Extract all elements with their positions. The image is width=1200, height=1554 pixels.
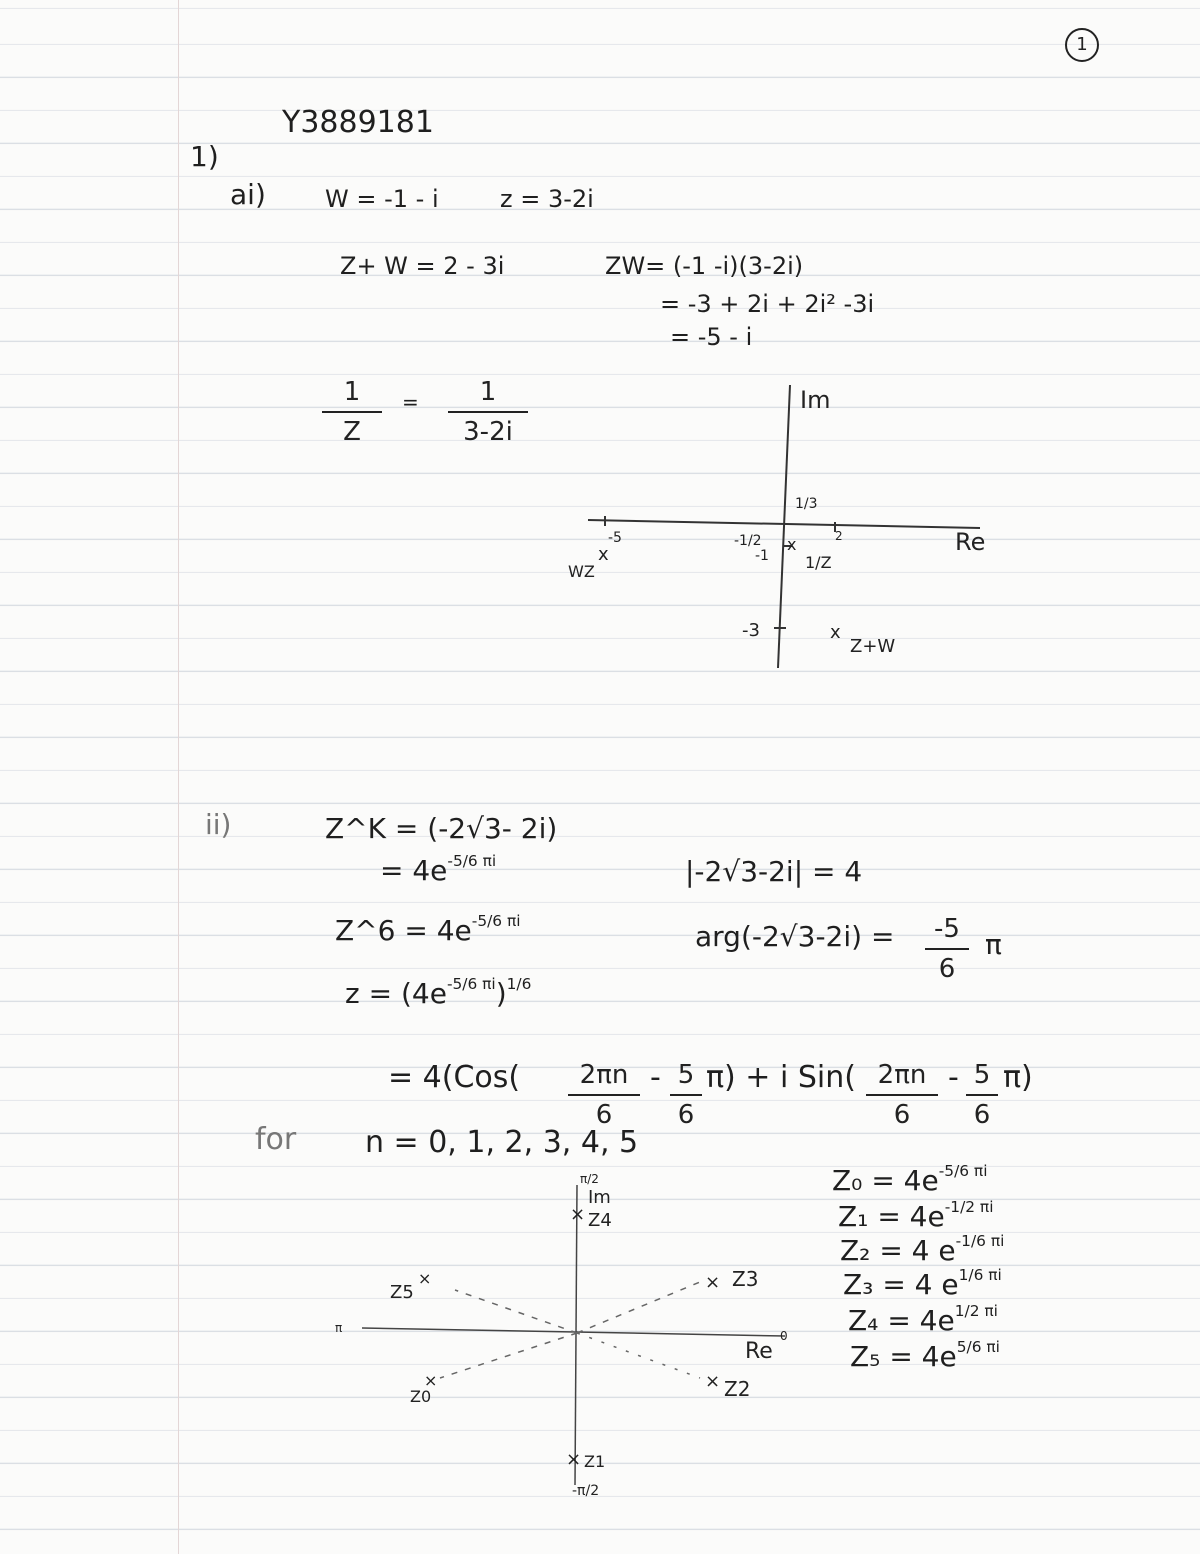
graph2-z1: Z1 [584,1452,606,1471]
arg-lhs: arg(-2√3-2i) = [695,920,895,953]
graph1-mark-wz: x [598,544,609,565]
given-z: z = 3-2i [500,185,594,213]
graph2-ray-z2 [577,1333,700,1378]
general-minus-1: - [650,1060,661,1095]
graph2-imag-axis [575,1185,577,1485]
graph2-z3: Z3 [732,1267,759,1291]
modulus-line: |-2√3-2i| = 4 [685,855,863,888]
zk-line: Z^K = (-2√3- 2i) [325,812,558,845]
student-id: Y3889181 [282,105,434,140]
graph1-tick-neg-half: -1/2 [734,533,762,549]
zk-exp-line: = $4e^{-5/6 \pi i}$ [380,852,497,887]
graph1-tick-neg5: -5 [608,530,622,546]
root-z0: $Z_0 = 4e^{-5/6 \pi i}$ [832,1162,988,1197]
graph1-mark-recip: x [787,535,797,554]
product-line-2: = -3 + 2i + 2i² -3i [660,290,875,318]
z6-line: Z^6 = $4e^{-5/6 \pi i}$ [335,912,521,947]
general-mid: π) + i Sin( [706,1060,856,1095]
graph2-z0: Z0 [410,1387,432,1406]
graph2-mark-z1: × [566,1449,582,1470]
sum-line: Z+ W = 2 - 3i [340,252,505,280]
graph2-ray-z5 [455,1290,577,1333]
root-z3: Z₃ = 4 $e^{1/6 \pi i}$ [843,1266,1002,1301]
graph1-im-label: Im [800,386,831,414]
graph1-re-label: Re [955,528,986,556]
graph1-mark-zw: x [830,622,841,643]
graph2-bottom-label: -π/2 [572,1483,600,1499]
reciprocal-lhs-den: Z [343,417,361,447]
general-frac-4: 5 6 [966,1058,998,1132]
reciprocal-rhs-num: 1 [479,377,497,407]
graph2-ray-z3 [577,1282,700,1333]
graph2-re-label: Re [745,1339,773,1364]
graph1-tick-neg1: -1 [755,548,769,564]
n-values: n = 0, 1, 2, 3, 4, 5 [365,1125,639,1160]
graph2-z4: Z4 [588,1210,612,1231]
general-prefix: = 4(Cos( [388,1060,521,1095]
graph2-z5: Z5 [390,1282,414,1303]
given-w: W = -1 - i [325,185,439,213]
general-end: π) [1003,1060,1033,1095]
graph1-point-recip: 1/Z [805,553,832,572]
graph2-mark-z2: × [705,1371,721,1392]
for-label: for [255,1122,297,1157]
arg-fraction: -5 6 [925,912,969,986]
graph2-ray-z0 [440,1333,577,1378]
reciprocal-eq: = [402,390,419,414]
part-aii-label: ii) [205,808,232,841]
graph2-zero-label: 0 [780,1329,788,1343]
product-line-1: ZW= (-1 -i)(3-2i) [605,252,804,280]
product-line-3: = -5 - i [670,323,753,351]
graph2-mark-z4: × [570,1204,586,1225]
z-root-line: $z = (4e^{-5/6 \pi i})^{1/6}$ [345,975,532,1010]
graph1-point-zw: Z+W [850,636,896,657]
graph2-mark-z5: × [418,1269,432,1288]
root-z4: $Z_4 = 4e^{1/2 \pi i}$ [848,1302,998,1337]
graph2-mark-z0: × [424,1371,438,1390]
arg-pi: π [985,928,1002,961]
page-number: 1 [1065,28,1099,62]
graph2-mark-z3: × [705,1272,721,1293]
graph1-tick-2: 2 [835,529,843,543]
root-z5: $Z_5 = 4e^{5/6 \pi i}$ [850,1338,1000,1373]
general-minus-2: - [948,1060,959,1095]
graph1-tick-neg3: -3 [742,620,760,641]
root-z2: Z₂ = 4 $e^{-1/6 \pi i}$ [840,1232,1005,1267]
graph1-point-wz: WZ [568,562,595,581]
part-ai-label: ai) [230,178,266,211]
reciprocal-lhs-num: 1 [343,377,361,407]
general-frac-1: 2πn 6 [568,1058,640,1132]
graph2-pi-label: π [335,1321,343,1335]
graph1-tick-third: 1/3 [795,496,818,512]
graph2-top-label: π/2 [580,1172,599,1186]
root-z1: $Z_1 = 4e^{-1/2 \pi i}$ [838,1198,994,1233]
general-frac-2: 5 6 [670,1058,702,1132]
graph2-z2: Z2 [724,1377,751,1401]
question-number: 1) [190,140,219,173]
reciprocal-rhs-den: 3-2i [463,417,513,447]
general-frac-3: 2πn 6 [866,1058,938,1132]
graph2-im-label: Im [588,1187,611,1208]
